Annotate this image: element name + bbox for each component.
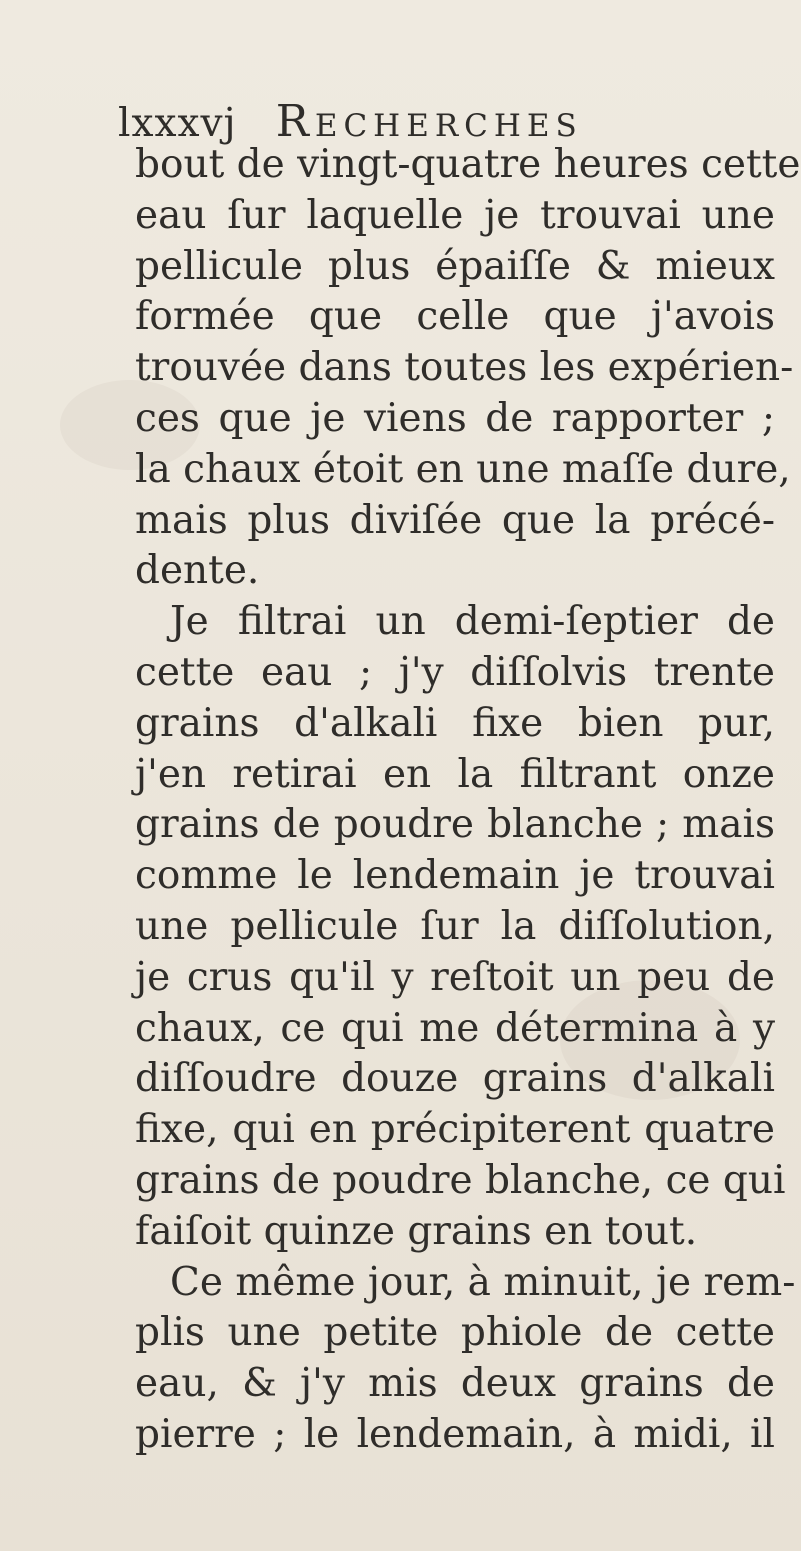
text-line: grains de poudre blanche ; mais [135,802,775,848]
text-line: une pellicule ſur la diſſolution, [135,903,775,949]
text-line: fixe, qui en précipiterent quatre [135,1107,775,1153]
text-line: eau, & j'y mis deux grains de [135,1361,775,1407]
text-line: eau ſur laquelle je trouvai une [135,192,775,238]
text-line: comme le lendemain je trouvai [135,853,775,899]
text-line: diſſoudre douze grains d'alkali [135,1056,775,1102]
running-title: Recherches [275,96,583,147]
text-line: grains d'alkali fixe bien pur, [135,700,775,746]
paragraph-start-line: Je filtrai un demi-ſeptier de [170,599,775,645]
text-line: la chaux étoit en une maſſe dure, [135,446,791,492]
paragraph-start-line: Ce même jour, à minuit, je rem- [170,1259,796,1305]
text-line: trouvée dans toutes les expérien- [135,345,794,391]
text-line: cette eau ; j'y diſſolvis trente [135,649,775,695]
text-line: mais plus diviſée que la précé- [135,497,775,543]
text-line: formée que celle que j'avois [135,294,775,340]
text-line: pierre ; le lendemain, à midi, il [135,1411,775,1457]
text-line: dente. [135,548,260,594]
body-text [135,140,801,1461]
text-line: grains de poudre blanche, ce qui [135,1157,786,1203]
page-number: lxxxvj [118,101,237,146]
text-line: ces que je viens de rapporter ; [135,395,775,441]
text-line: pellicule plus épaiſſe & mieux [135,243,775,289]
text-line: faiſoit quinze grains en tout. [135,1208,698,1254]
text-line: chaux, ce qui me détermina à y [135,1005,775,1051]
text-line: bout de vingt-quatre heures cette [135,142,801,187]
text-line: plis une petite phiole de cette [135,1310,775,1356]
text-line: j'en retirai en la filtrant onze [135,751,775,797]
text-line: je crus qu'il y reſtoit un peu de [135,954,775,1000]
